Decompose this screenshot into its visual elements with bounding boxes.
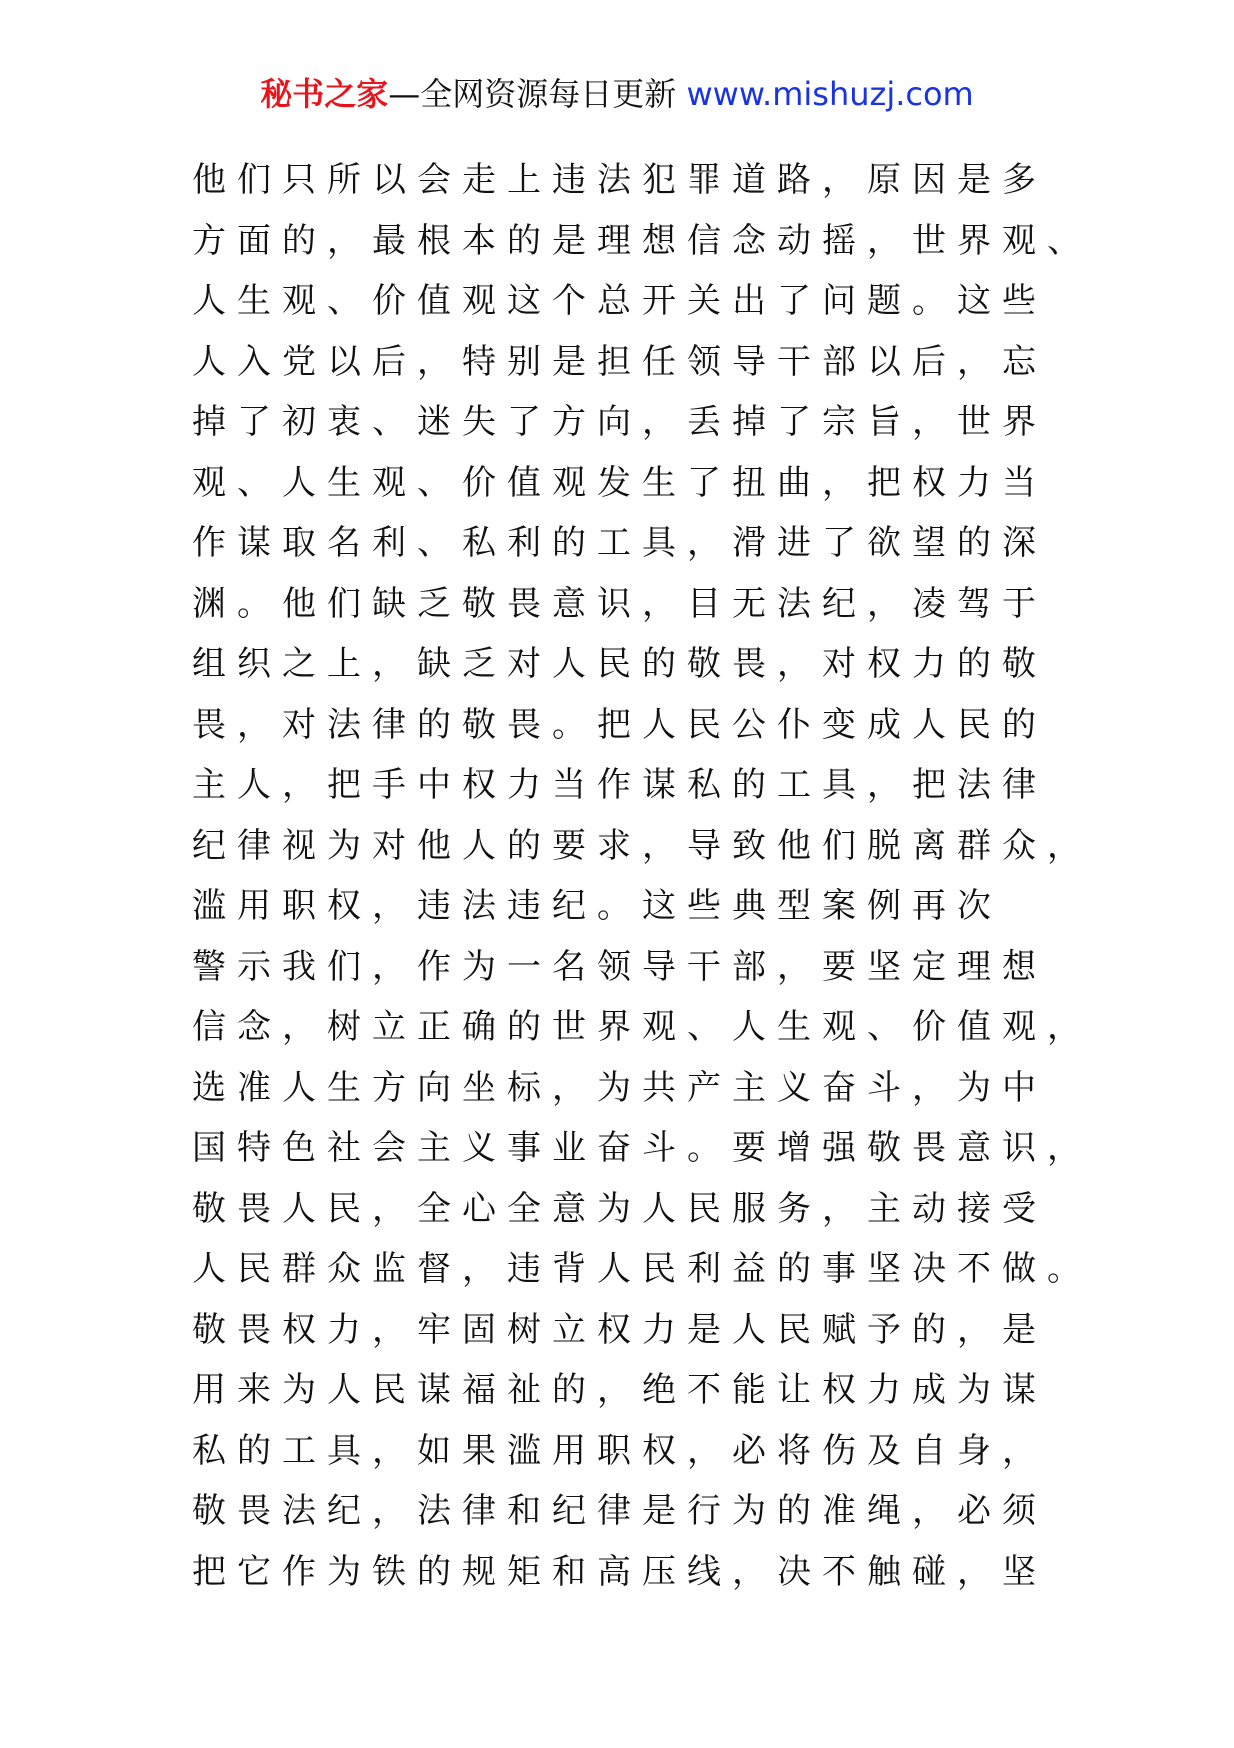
text-line: 敬畏权力，牢固树立权力是人民赋予的，是 [192,1309,1047,1350]
brand-name: 秘书之家 [260,75,389,113]
text-line: 人民群众监督，违背人民利益的事坚决不做。 [192,1249,1092,1289]
text-line: 私的工具，如果滥用职权，必将伤及自身， [192,1430,1047,1471]
text-line: 纪律视为对他人的要求，导致他们脱离群众， [192,825,1092,866]
text-line: 敬畏法纪，法律和纪律是行为的准绳，必须 [192,1491,1047,1531]
text-line: 观、人生观、价值观发生了扭曲，把权力当 [192,462,1047,503]
website-link[interactable]: www.mishuzj.com [686,75,974,113]
text-line: 掉了初衷、迷失了方向，丢掉了宗旨，世界 [192,402,1047,442]
page-header [0,72,1234,116]
document-body [192,150,1092,1602]
text-line: 组织之上，缺乏对人民的敬畏，对权力的敬 [192,644,1047,684]
text-line: 方面的，最根本的是理想信念动摇，世界观、 [192,220,1092,261]
header-tagline: —全网资源每日更新 [388,75,677,113]
text-line: 渊。他们缺乏敬畏意识，目无法纪，凌驾于 [192,583,1047,624]
text-line: 作谋取名利、私利的工具，滑进了欲望的深 [192,523,1047,563]
text-line: 信念，树立正确的世界观、人生观、价值观， [192,1007,1092,1047]
text-line: 人入党以后，特别是担任领导干部以后，忘 [192,341,1047,382]
text-line: 人生观、价值观这个总开关出了问题。这些 [192,281,1047,321]
text-line: 把它作为铁的规矩和高压线，决不触碰，坚 [192,1551,1047,1592]
text-line: 用来为人民谋福祉的，绝不能让权力成为谋 [192,1370,1047,1410]
text-line: 滥用职权，违法违纪。这些典型案例再次 [192,886,1002,926]
text-line: 选准人生方向坐标，为共产主义奋斗，为中 [192,1067,1047,1108]
text-line: 畏，对法律的敬畏。把人民公仆变成人民的 [192,704,1047,745]
text-line: 主人，把手中权力当作谋私的工具，把法律 [192,765,1047,805]
text-line: 国特色社会主义事业奋斗。要增强敬畏意识， [192,1128,1092,1168]
text-line: 敬畏人民，全心全意为人民服务，主动接受 [192,1188,1047,1229]
text-line: 他们只所以会走上违法犯罪道路，原因是多 [192,160,1047,200]
text-line: 警示我们，作为一名领导干部，要坚定理想 [192,946,1047,987]
